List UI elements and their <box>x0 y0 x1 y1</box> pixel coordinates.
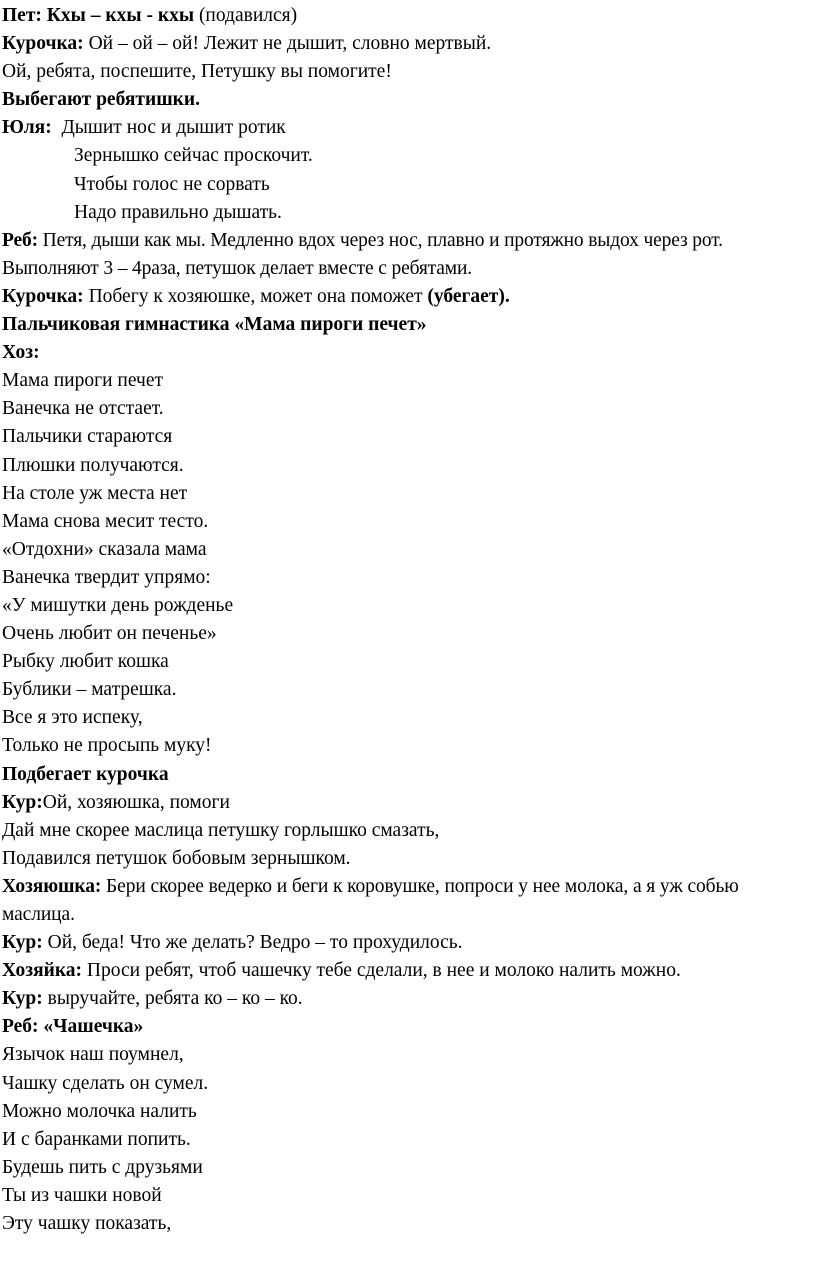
line-26: Только не просыпь муку! <box>2 735 212 757</box>
line-11: Пальчиковая гимнастика «Мама пироги печет» <box>2 314 427 336</box>
line-36: Язычок наш поумнел, <box>2 1044 184 1066</box>
line-14: Ванечка не отстает. <box>2 398 164 420</box>
line-33: Хозяйка: Проси ребят, чтоб чашечку тебе сделали, в нее и молоко налить можно. <box>2 960 681 982</box>
line-6: Зернышко сейчас проскочит. <box>74 145 313 167</box>
line-12: Хоз: <box>2 342 40 364</box>
line-29: Дай мне скорее маслица петушку горлышко смазать, <box>2 819 440 841</box>
line-32: Кур: Ой, беда! Что же делать? Ведро – то прохудилось. <box>2 932 463 954</box>
line-18: Мама снова месит тесто. <box>2 510 209 532</box>
line-37: Чашку сделать он сумел. <box>2 1072 209 1094</box>
line-23: Рыбку любит кошка <box>2 651 169 673</box>
line-19: «Отдохни» сказала мама <box>2 538 207 560</box>
line-34: Кур: выручайте, ребята ко – ко – ко. <box>2 988 303 1010</box>
line-3: Ой, ребята, поспешите, Петушку вы помогите! <box>2 61 392 83</box>
line-15: Пальчики стараются <box>2 426 173 448</box>
line-27: Подбегает курочка <box>2 763 169 785</box>
line-16: Плюшки получаются. <box>2 454 184 476</box>
line-25: Все я это испеку, <box>2 707 143 729</box>
line-28: Кур:Ой, хозяюшка, помоги <box>2 791 230 813</box>
line-13: Мама пироги печет <box>2 370 163 392</box>
line-24: Бублики – матрешка. <box>2 679 177 701</box>
line-21: «У мишутки день рожденье <box>2 594 234 616</box>
line-30: Подавился петушок бобовым зернышком. <box>2 847 351 869</box>
line-38: Можно молочка налить <box>2 1100 197 1122</box>
line-39: И с баранками попить. <box>2 1128 191 1150</box>
line-35: Реб: «Чашечка» <box>2 1016 144 1038</box>
line-9: Реб: Петя, дыши как мы. Медленно вдох через нос, плавно и протяжно выдох через рот. Выполняют 3 – 4раза, петушок делает вместе с ребятами. <box>2 229 723 279</box>
line-4: Выбегают ребятишки. <box>2 89 201 111</box>
line-2: Курочка: Ой – ой – ой! Лежит не дышит, словно мертвый. <box>2 33 492 55</box>
line-20: Ванечка твердит упрямо: <box>2 566 211 588</box>
line-40: Будешь пить с друзьями <box>2 1156 203 1178</box>
line-31: Хозяюшка: Бери скорее ведерко и беги к коровушке, попроси у нее молока, а я уж собью маслица. <box>2 875 739 925</box>
line-5: Юля: Дышит нос и дышит ротик <box>2 117 286 139</box>
line-41: Ты из чашки новой <box>2 1184 162 1206</box>
line-7: Чтобы голос не сорвать <box>74 173 270 195</box>
line-42: Эту чашку показать, <box>2 1213 172 1235</box>
line-1: Пет: Кхы – кхы - кхы (подавился) <box>2 5 298 26</box>
line-8: Надо правильно дышать. <box>74 201 282 223</box>
line-10: Курочка: Побегу к хозяюшке, может она поможет (убегает). <box>2 285 510 307</box>
line-17: На столе уж места нет <box>2 482 188 504</box>
line-22: Очень любит он печенье» <box>2 623 217 645</box>
